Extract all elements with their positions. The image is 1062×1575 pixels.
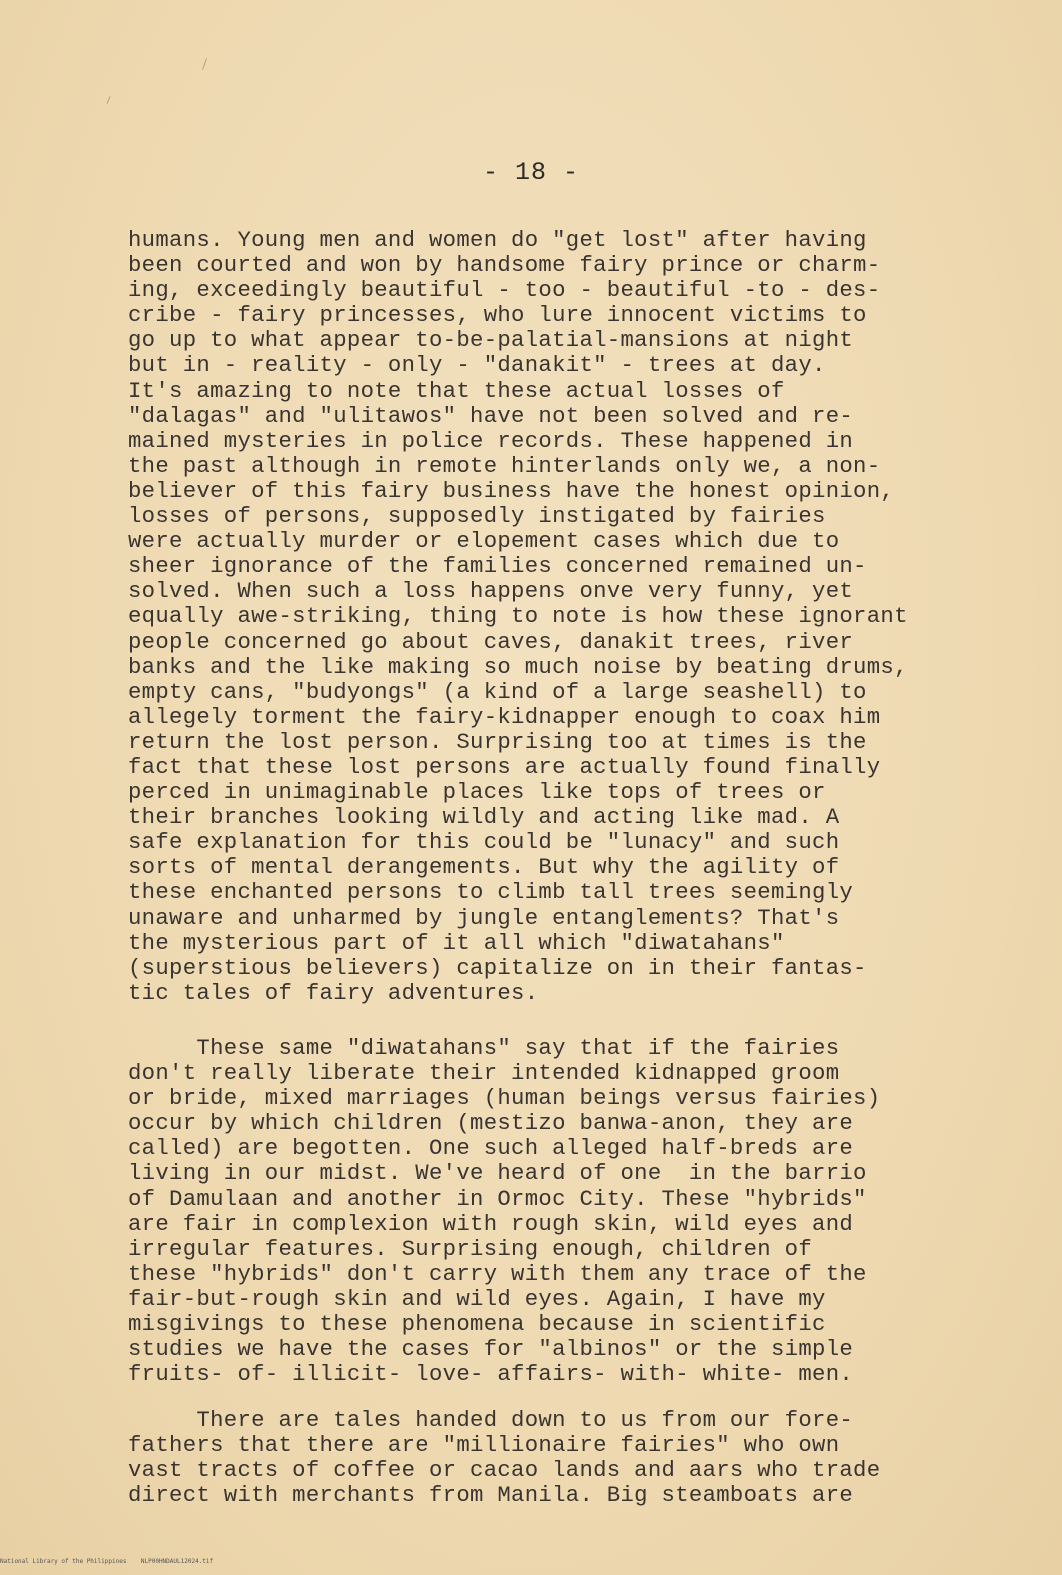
text-line: fruits- of- illicit- love- affairs- with- white- men. [128, 1361, 854, 1388]
text-line: humans. Young men and women do "get lost" after having [128, 227, 867, 253]
text-line: of Damulaan and another in Ormoc City. These "hybrids" [128, 1185, 867, 1212]
text-line: (superstious believers) capitalize on in their fantas- [128, 954, 867, 981]
text-line: ing, exceedingly beautiful - too - beautiful -to - des- [128, 277, 881, 304]
text-line: return the lost person. Surprising too at times is the [128, 728, 867, 755]
archive-footer: National Library of the Philippines NLP00HNDAUL12024.tif [0, 1558, 214, 1565]
text-line: sheer ignorance of the families concerned remained un- [128, 553, 867, 580]
text-line: losses of persons, supposedly instigated by fairies [128, 503, 826, 530]
text-line: their branches looking wildly and acting like mad. A [128, 804, 840, 831]
text-line: people concerned go about caves, danakit trees, river [128, 628, 854, 655]
text-line: these "hybrids" don't carry with them any trace of the [128, 1260, 867, 1287]
text-line: fact that these lost persons are actually found finally [128, 753, 881, 780]
page-number: - 18 - [482, 158, 579, 187]
text-line: were actually murder or elopement cases which due to [128, 528, 840, 555]
text-line: cribe - fairy princesses, who lure innocent victims to [128, 302, 867, 329]
text-line: believer of this fairy business have the honest opinion, [128, 477, 895, 504]
text-line: or bride, mixed marriages (human beings versus fairies) [128, 1085, 881, 1112]
paragraph-2 [128, 1036, 1008, 1387]
text-line: the mysterious part of it all which "diwatahans" [128, 929, 785, 956]
text-line: fathers that there are "millionaire fairies" who own [128, 1432, 840, 1459]
text-line: It's amazing to note that these actual losses of [128, 377, 785, 404]
text-line: There are tales handed down to us from our fore- [128, 1407, 854, 1433]
pencil-mark [202, 58, 207, 70]
text-line: empty cans, "budyongs" (a kind of a large seashell) to [128, 678, 867, 705]
text-line: banks and the like making so much noise by beating drums, [128, 653, 908, 680]
text-line: irregular features. Surprising enough, children of [128, 1235, 813, 1262]
text-line: sorts of mental derangements. But why the agility of [128, 854, 840, 881]
paragraph-3 [128, 1408, 1008, 1508]
text-line: These same "diwatahans" say that if the fairies [128, 1035, 840, 1061]
text-line: but in - reality - only - "danakit" - trees at day. [128, 352, 826, 379]
text-line: don't really liberate their intended kidnapped groom [128, 1060, 840, 1087]
text-line: mained mysteries in police records. These happened in [128, 427, 854, 454]
pencil-mark [106, 96, 110, 104]
text-line: "dalagas" and "ulitawos" have not been solved and re- [128, 402, 854, 429]
text-line: living in our midst. We've heard of one in the barrio [128, 1160, 867, 1187]
text-line: equally awe-striking, thing to note is how these ignorant [128, 603, 908, 630]
text-line: occur by which children (mestizo banwa-anon, they are [128, 1110, 854, 1137]
text-line: direct with merchants from Manila. Big steamboats are [128, 1482, 854, 1509]
text-line: vast tracts of coffee or cacao lands and aars who trade [128, 1457, 881, 1484]
paragraph-1 [128, 228, 1008, 1006]
text-line: the past although in remote hinterlands only we, a non- [128, 452, 881, 479]
text-line: called) are begotten. One such alleged half-breds are [128, 1135, 854, 1162]
text-line: been courted and won by handsome fairy prince or charm- [128, 252, 881, 279]
text-line: safe explanation for this could be "lunacy" and such [128, 829, 840, 856]
text-line: go up to what appear to-be-palatial-mansions at night [128, 327, 854, 354]
text-line: unaware and unharmed by jungle entanglements? That's [128, 904, 840, 931]
text-line: these enchanted persons to climb tall trees seemingly [128, 879, 854, 906]
text-line: perced in unimaginable places like tops of trees or [128, 779, 826, 806]
text-line: allegely torment the fairy-kidnapper enough to coax him [128, 703, 881, 730]
text-line: are fair in complexion with rough skin, wild eyes and [128, 1210, 854, 1237]
text-line: fair-but-rough skin and wild eyes. Again, I have my [128, 1285, 826, 1312]
text-line: studies we have the cases for "albinos" or the simple [128, 1336, 854, 1363]
text-line: solved. When such a loss happens onve very funny, yet [128, 578, 854, 605]
text-line: misgivings to these phenomena because in scientific [128, 1311, 826, 1338]
text-line: tic tales of fairy adventures. [128, 979, 539, 1006]
